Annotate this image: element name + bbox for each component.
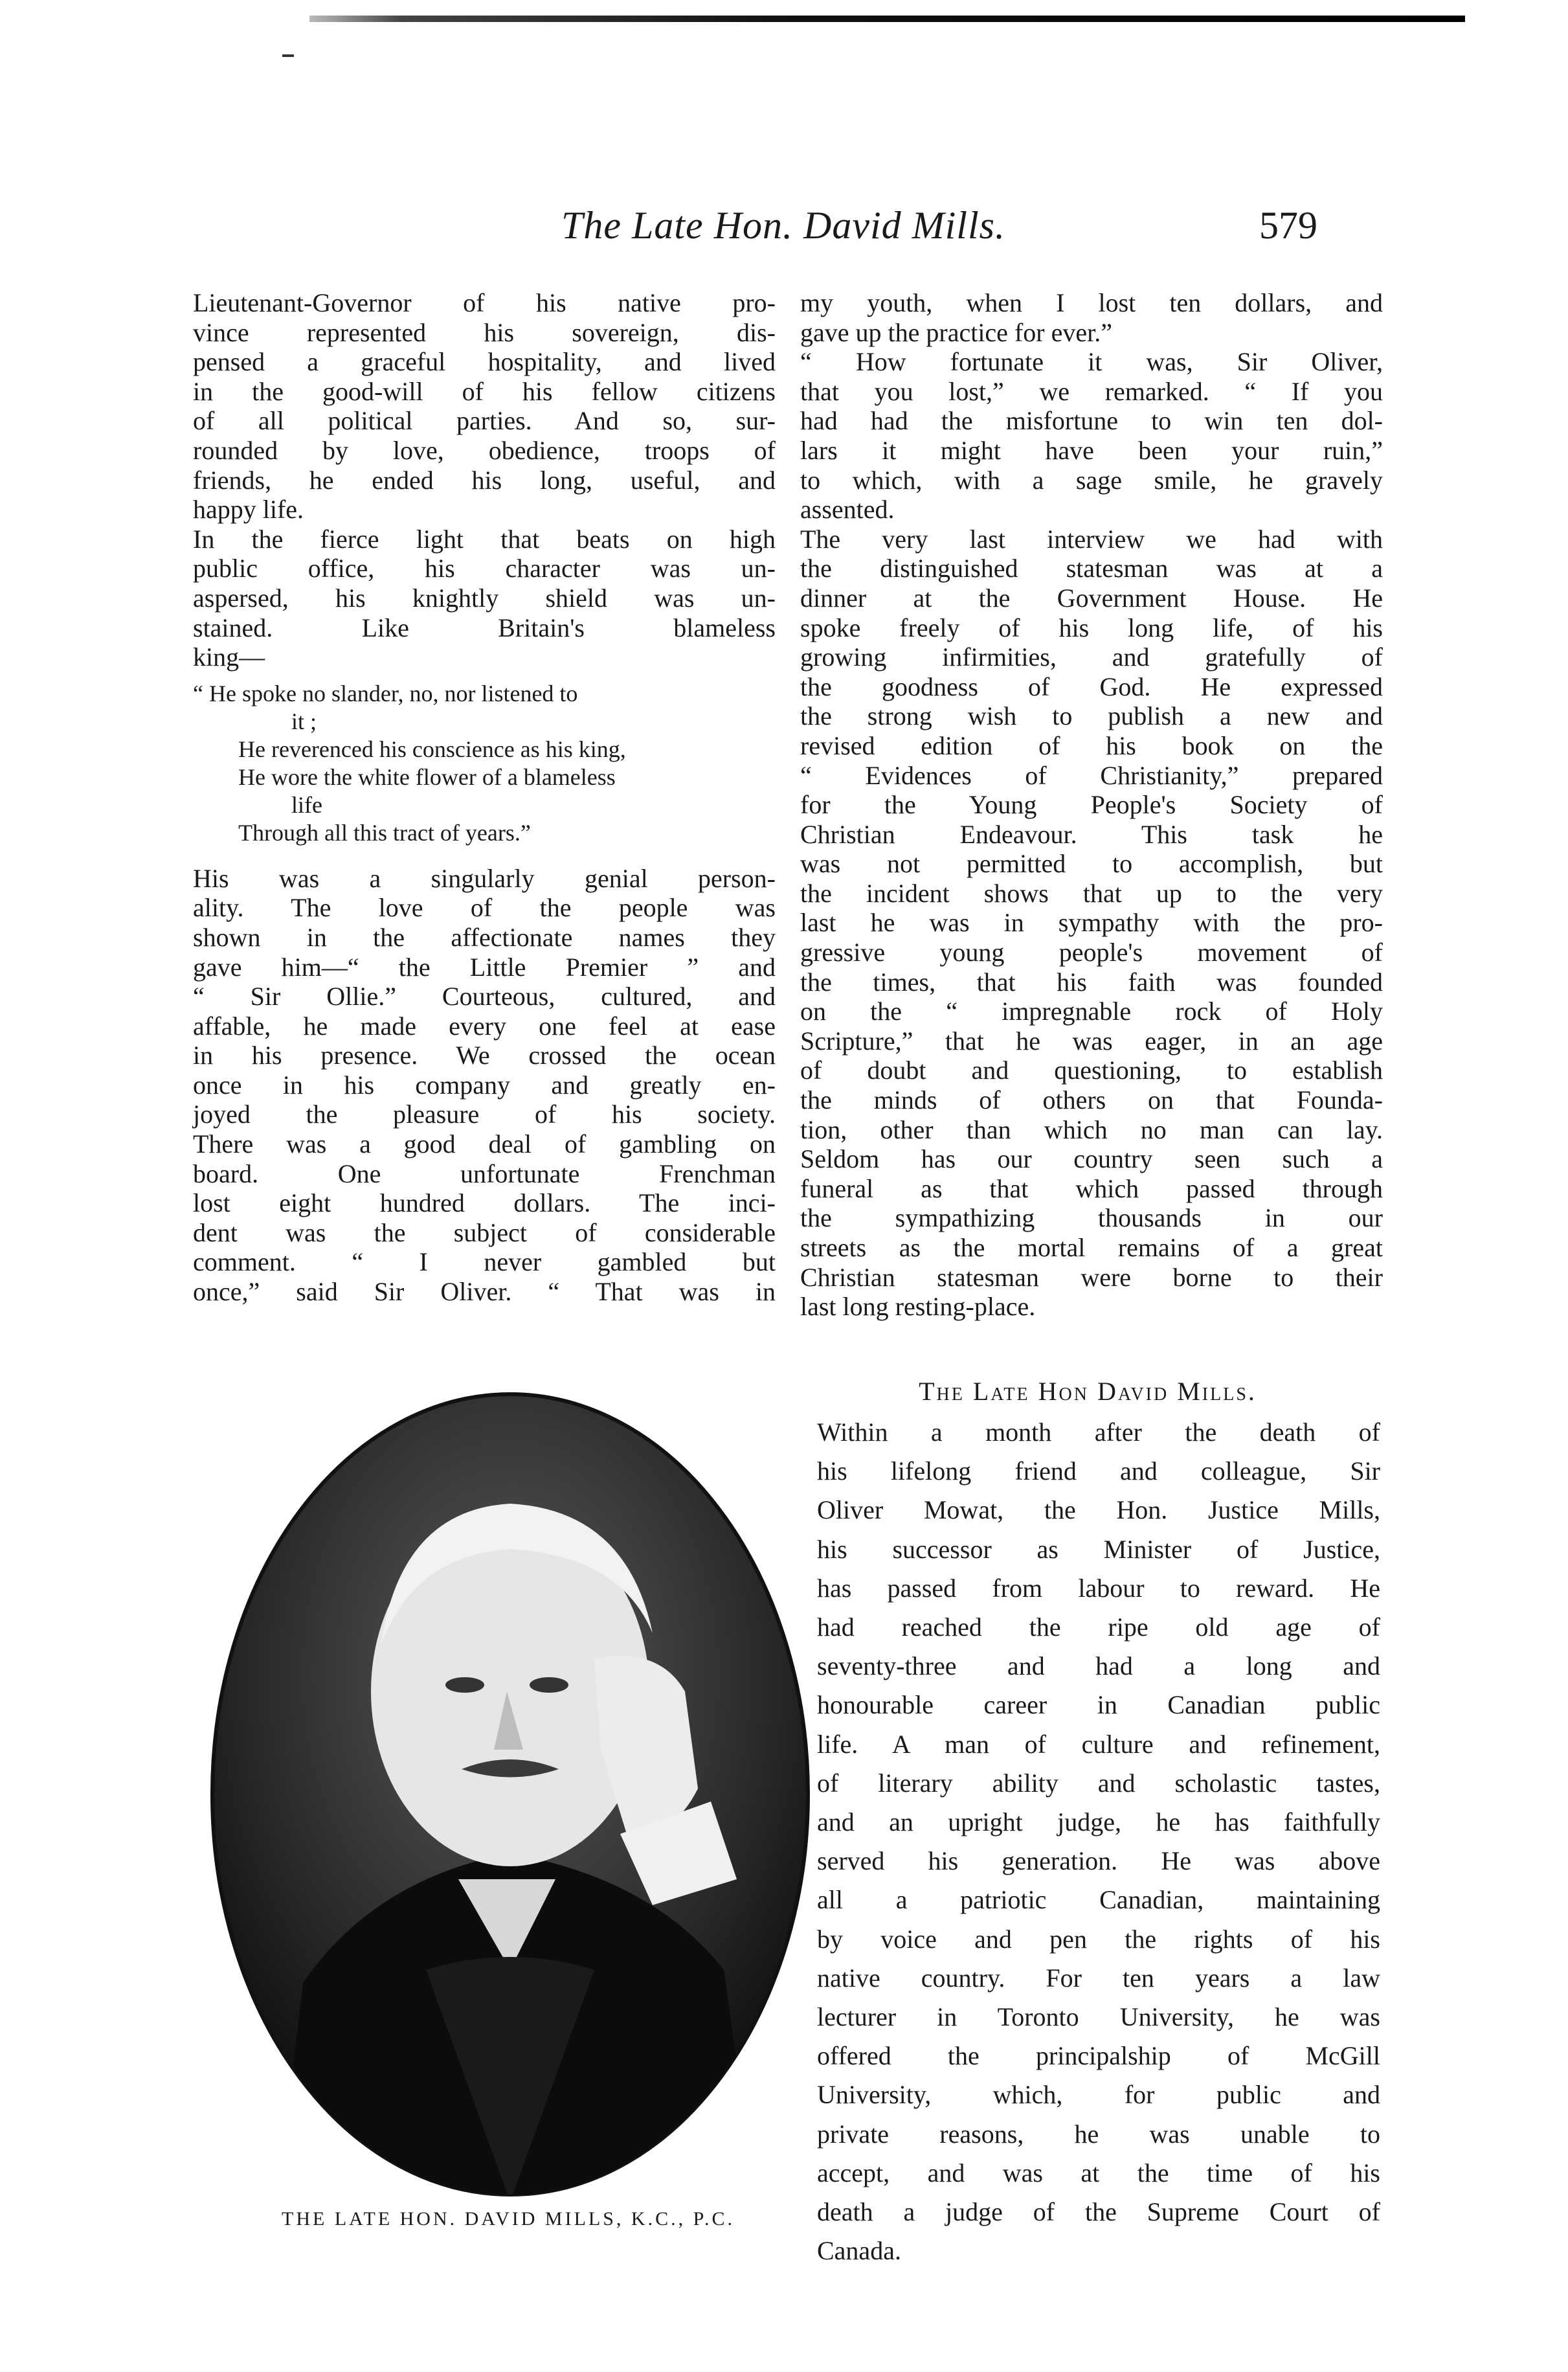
text-line: the goodness of God. He expressed (800, 672, 1383, 701)
text-line: served his generation. He was above (817, 1846, 1380, 1876)
text-line: the minds of others on that Founda- (800, 1085, 1383, 1115)
paragraph (800, 347, 1383, 525)
text-line: “ Evidences of Christianity,” prepared (800, 760, 1383, 790)
text-line: my youth, when I lost ten dollars, and (800, 288, 1383, 317)
text-line: funeral as that which passed through (800, 1173, 1383, 1203)
text-line: by voice and pen the rights of his (817, 1924, 1380, 1954)
text-line: dinner at the Government House. He (800, 583, 1383, 613)
text-line: his successor as Minister of Justice, (817, 1534, 1380, 1564)
text-line: dent was the subject of considerable (193, 1217, 776, 1247)
text-line: life. A man of culture and refinement, (817, 1729, 1380, 1759)
page-number: 579 (1259, 204, 1317, 247)
text-line: Christian statesman were borne to their (800, 1262, 1383, 1292)
text-line: honourable career in Canadian public (817, 1690, 1380, 1720)
text-line: “ How fortunate it was, Sir Oliver, (800, 347, 1383, 377)
text-line: University, which, for public and (817, 2080, 1380, 2110)
text-line: had reached the ripe old age of (817, 1612, 1380, 1642)
text-line: accept, and was at the time of his (817, 2158, 1380, 2187)
text-line: Christian Endeavour. This task he (800, 819, 1383, 849)
text-line: last long resting-place. (800, 1292, 1036, 1322)
text-line: tion, other than which no man can lay. (800, 1114, 1383, 1144)
top-rule (309, 16, 1465, 22)
text-line: rounded by love, obedience, troops of (193, 435, 776, 465)
text-line: comment. “ I never gambled but (193, 1247, 776, 1277)
text-line: gave up the practice for ever.” (800, 317, 1112, 347)
text-line: to which, with a sage smile, he gravely (800, 465, 1383, 495)
text-line: death a judge of the Supreme Court of (817, 2197, 1380, 2227)
text-line: his lifelong friend and colleague, Sir (817, 1456, 1380, 1486)
text-line: and an upright judge, he has faithfully (817, 1807, 1380, 1837)
paragraph (193, 288, 776, 525)
portrait-photo (206, 1387, 814, 2202)
text-line: native country. For ten years a law (817, 1963, 1380, 1993)
text-line: lars it might have been your ruin,” (800, 435, 1383, 465)
text-line: pensed a graceful hospitality, and lived (193, 347, 776, 377)
poem-quote (193, 680, 776, 847)
text-line: last he was in sympathy with the pro- (800, 908, 1383, 938)
running-head: The Late Hon. David Mills. (561, 204, 1005, 247)
text-line: lost eight hundred dollars. The inci- (193, 1188, 776, 1218)
portrait-caption: THE LATE HON. DAVID MILLS, K.C., P.C. (282, 2208, 735, 2230)
text-line: His was a singularly genial person- (193, 863, 776, 893)
portrait-oval-image (206, 1387, 814, 2202)
text-line: assented. (800, 495, 895, 525)
poem-line: He reverenced his conscience as his king, (238, 736, 626, 762)
text-line: There was a good deal of gambling on (193, 1129, 776, 1159)
text-line: once in his company and greatly en- (193, 1070, 776, 1100)
text-line: streets as the mortal remains of a great (800, 1233, 1383, 1262)
text-line: has passed from labour to reward. He (817, 1573, 1380, 1603)
text-line: vince represented his sovereign, dis- (193, 317, 776, 347)
text-line: the strong wish to publish a new and (800, 701, 1383, 731)
poem-line: Through all this tract of years.” (238, 819, 531, 846)
top-rule-dash (282, 54, 294, 57)
poem-line: it ; (291, 708, 317, 734)
text-line: had had the misfortune to win ten dol- (800, 406, 1383, 436)
text-line: in the good-will of his fellow citizens (193, 376, 776, 406)
text-line: was not permitted to accomplish, but (800, 849, 1383, 879)
text-line: of doubt and questioning, to establish (800, 1056, 1383, 1085)
text-line: ality. The love of the people was (193, 893, 776, 923)
text-line: once,” said Sir Oliver. “ That was in (193, 1277, 776, 1307)
text-line: spoke freely of his long life, of his (800, 613, 1383, 642)
text-line: In the fierce light that beats on high (193, 524, 776, 554)
text-line: the times, that his faith was founded (800, 967, 1383, 997)
text-line: stained. Like Britain's blameless (193, 613, 776, 642)
left-column (193, 288, 776, 1307)
text-line: Seldom has our country seen such a (800, 1144, 1383, 1174)
text-line: all a patriotic Canadian, maintaining (817, 1885, 1380, 1915)
text-line: the sympathizing thousands in our (800, 1203, 1383, 1233)
right-column (800, 288, 1383, 1322)
text-line: Lieutenant-Governor of his native pro- (193, 288, 776, 317)
text-line: happy life. (193, 495, 304, 525)
paragraph (193, 525, 776, 672)
text-line: of all political parties. And so, sur- (193, 406, 776, 436)
text-line: joyed the pleasure of his society. (193, 1100, 776, 1129)
text-line: the incident shows that up to the very (800, 878, 1383, 908)
text-line: that you lost,” we remarked. “ If you (800, 376, 1383, 406)
text-line: revised edition of his book on the (800, 730, 1383, 760)
text-line: the distinguished statesman was at a (800, 554, 1383, 583)
text-line: Scripture,” that he was eager, in an age (800, 1026, 1383, 1056)
text-line: Within a month after the death of (817, 1418, 1380, 1447)
paragraph (800, 1144, 1383, 1322)
mills-section-text (817, 1413, 1380, 2270)
text-line: board. One unfortunate Frenchman (193, 1158, 776, 1188)
text-line: lecturer in Toronto University, he was (817, 2002, 1380, 2032)
text-line: aspersed, his knightly shield was un- (193, 583, 776, 613)
poem-line: life (291, 791, 322, 818)
section-title: The Late Hon David Mills. (919, 1377, 1257, 1406)
text-line: Canada. (817, 2236, 901, 2266)
poem-line: “ He spoke no slander, no, nor listened to (193, 680, 578, 706)
text-line: gave him—“ the Little Premier ” and (193, 952, 776, 982)
text-line: offered the principalship of McGill (817, 2041, 1380, 2071)
text-line: public office, his character was un- (193, 554, 776, 583)
text-line: growing infirmities, and gratefully of (800, 642, 1383, 672)
paragraph (800, 288, 1383, 347)
text-line: seventy-three and had a long and (817, 1651, 1380, 1681)
text-line: private reasons, he was unable to (817, 2119, 1380, 2149)
text-line: friends, he ended his long, useful, and (193, 465, 776, 495)
text-line: gressive young people's movement of (800, 938, 1383, 967)
text-line: for the Young People's Society of (800, 790, 1383, 820)
poem-line: He wore the white flower of a blameless (238, 763, 616, 790)
text-line: on the “ impregnable rock of Holy (800, 997, 1383, 1026)
text-line: shown in the affectionate names they (193, 922, 776, 952)
text-line: The very last interview we had with (800, 524, 1383, 554)
text-line: affable, he made every one feel at ease (193, 1011, 776, 1041)
text-line: Oliver Mowat, the Hon. Justice Mills, (817, 1495, 1380, 1525)
text-line: king— (193, 642, 265, 672)
text-line: in his presence. We crossed the ocean (193, 1041, 776, 1070)
paragraph (193, 864, 776, 1307)
text-line: of literary ability and scholastic tastes, (817, 1768, 1380, 1798)
paragraph (800, 525, 1383, 1144)
text-line: “ Sir Ollie.” Courteous, cultured, and (193, 982, 776, 1011)
